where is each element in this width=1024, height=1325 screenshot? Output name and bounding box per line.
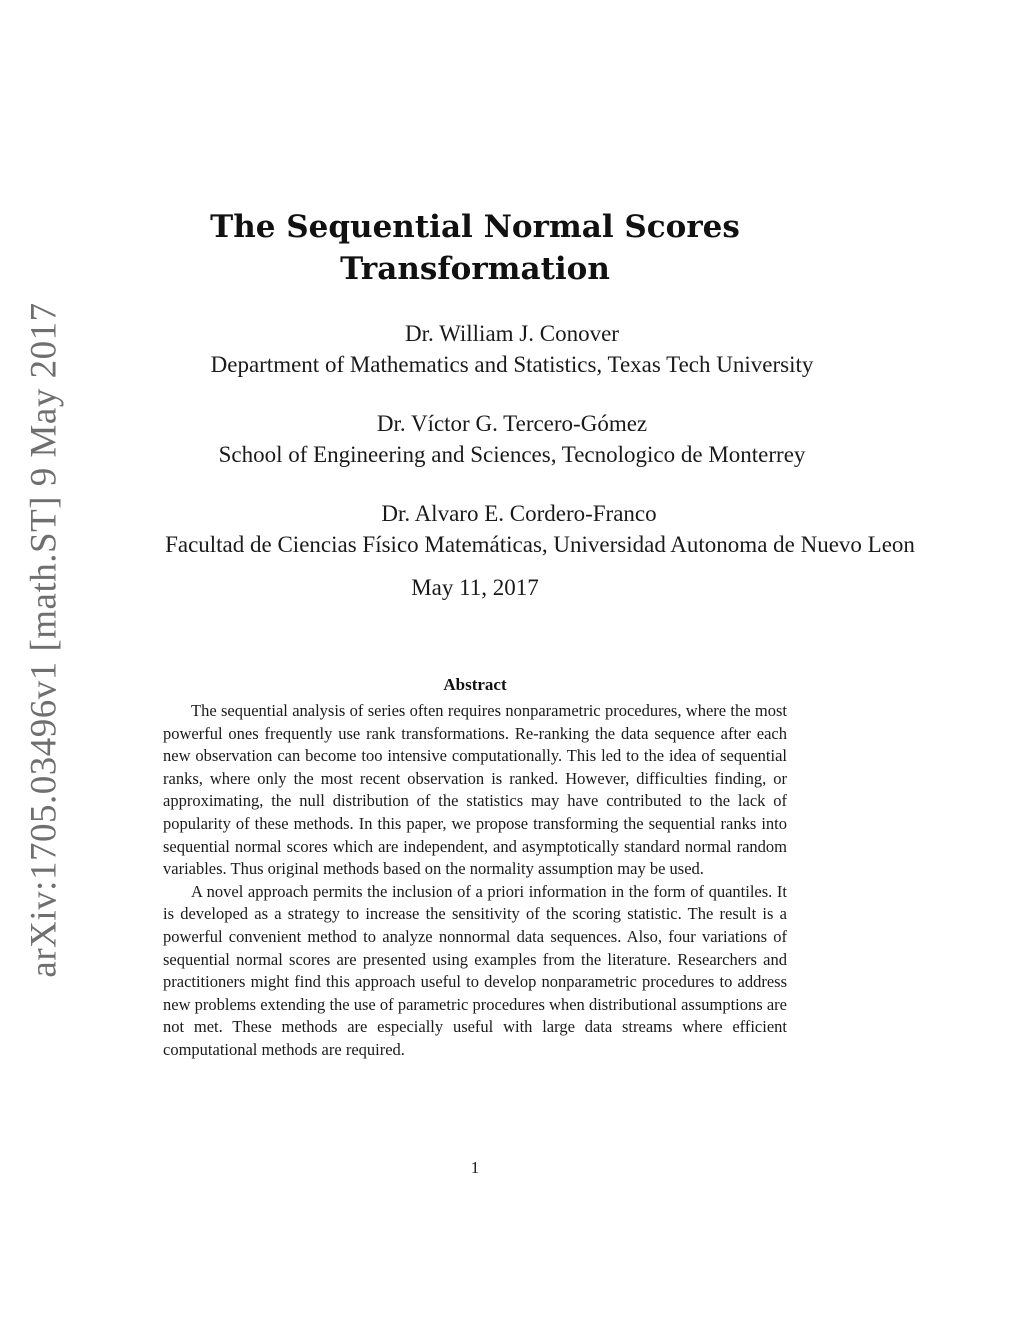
- author-block-3: [100, 498, 980, 560]
- paper-title-line-2: Transformation: [340, 251, 610, 287]
- author-affiliation: Department of Mathematics and Statistics, Texas Tech University: [210, 352, 814, 377]
- author-block-2: [0, 408, 1024, 470]
- author-affiliation: Facultad de Ciencias Físico Matemáticas, Universidad Autonoma de Nuevo Leon: [165, 532, 915, 557]
- author-name: Dr. Alvaro E. Cordero-Franco: [381, 501, 657, 526]
- abstract-paragraph-2: A novel approach permits the inclusion of a priori information in the form of quantiles. It is developed as a strategy to increase the sensitivity of the scoring statistic. The result is a powerful convenient method to analyze nonnormal data sequences. Also, four variations of sequential normal scores are presented using examples from the literature. Researchers and practitioners might find this approach useful to develop nonparametric procedures to address new problems extending the use of parametric procedures when distributional assumptions are not met. These methods are especially useful with large data streams where efficient computational methods are required.: [163, 881, 787, 1059]
- author-affiliation: School of Engineering and Sciences, Tecnologico de Monterrey: [218, 442, 806, 467]
- author-name: Dr. Víctor G. Tercero-Gómez: [376, 411, 648, 436]
- abstract-heading: Abstract: [443, 675, 507, 694]
- paper-title-line-1: The Sequential Normal Scores: [210, 209, 740, 245]
- author-block-1: [0, 318, 1024, 380]
- abstract-paragraph-1: The sequential analysis of series often requires nonparametric procedures, where the most powerful ones frequently use rank transformations. Re-ranking the data sequence after each new observation can become too intensive computationally. This led to the idea of sequential ranks, where only the most recent observation is ranked. However, difficulties finding, or approximating, the null distribution of the statistics may have contributed to the lack of popularity of these methods. In this paper, we propose transforming the sequential ranks into sequential normal scores which are independent, and asymptotically standard normal random variables. Thus original methods based on the normality assumption may be used.: [163, 701, 787, 879]
- page-number: 1: [470, 1158, 480, 1177]
- paper-title: [150, 206, 800, 290]
- arxiv-identifier-stamp[interactable]: arXiv:1705.03496v1 [math.ST] 9 May 2017: [23, 302, 65, 978]
- author-name: Dr. William J. Conover: [405, 321, 619, 346]
- publication-date: May 11, 2017: [411, 575, 539, 600]
- abstract-body: [163, 700, 787, 1062]
